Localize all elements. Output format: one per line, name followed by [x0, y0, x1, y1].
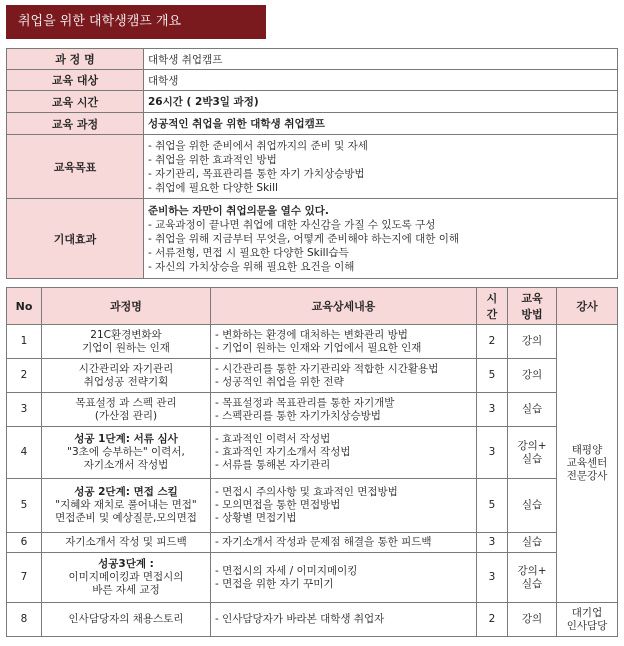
row-name	[42, 325, 211, 359]
header-name: 과정명	[42, 288, 211, 325]
row-no: 3	[7, 393, 42, 427]
overview-table	[6, 48, 618, 279]
course-label: 교육 과정	[7, 113, 144, 135]
row-hours: 3	[477, 427, 508, 479]
row-method: 실습	[508, 533, 557, 553]
effect-heading: 준비하는 자만이 취업의문을 열수 있다.	[148, 204, 329, 217]
effect-line: - 자신의 가치상승을 위해 필요한 요건을 이해	[148, 260, 355, 273]
row-name	[42, 393, 211, 427]
row-hours: 3	[477, 533, 508, 553]
table-row	[7, 553, 618, 603]
row-no: 2	[7, 359, 42, 393]
row-no: 5	[7, 479, 42, 533]
course-name-label: 과 정 명	[7, 49, 144, 70]
target-label: 교육 대상	[7, 70, 144, 91]
row-name	[42, 359, 211, 393]
curriculum-table	[6, 287, 618, 637]
page-title: 취업을 위한 대학생캠프 개요	[6, 5, 266, 39]
header-no: No	[7, 288, 42, 325]
row-no: 7	[7, 553, 42, 603]
table-row	[7, 427, 618, 479]
goal-line: - 자기관리, 목표관리를 통한 자기 가치상승방법	[148, 167, 365, 180]
row-hours: 5	[477, 359, 508, 393]
row-hours: 2	[477, 325, 508, 359]
row-name	[42, 479, 211, 533]
row-detail: - 면접시의 자세 / 이미지메이킹 - 면접을 위한 자기 꾸미기	[211, 553, 477, 603]
goal-line: - 취업을 위한 준비에서 취업까지의 준비 및 자세	[148, 139, 368, 152]
table-row	[7, 325, 618, 359]
row-detail: - 시간관리를 통한 자기관리와 적합한 시간활용법 - 성공적인 취업을 위한 전략	[211, 359, 477, 393]
goal-label: 교육목표	[7, 135, 144, 199]
row-name-bold: 성공3단계 :	[98, 558, 154, 570]
row-name	[42, 603, 211, 637]
table-row	[7, 359, 618, 393]
table-row	[7, 603, 618, 637]
course-name-value: 대학생 취업캠프	[144, 49, 618, 70]
row-name-bold: 성공 2단계: 면접 스킬	[74, 486, 178, 498]
effect-label: 기대효과	[7, 199, 144, 279]
effect-line: - 서류전형, 면접 시 필요한 다양한 Skill습득	[148, 246, 349, 259]
row-no: 1	[7, 325, 42, 359]
row-method: 실습	[508, 479, 557, 533]
row-method: 강의	[508, 325, 557, 359]
row-detail: - 목표설정과 목표관리를 통한 자기개발 - 스펙관리를 통한 자기가치상승방법	[211, 393, 477, 427]
table-row	[7, 533, 618, 553]
row-detail: - 면접시 주의사항 및 효과적인 면접방법 - 모의면접을 통한 면접방법 - 상황별 면접기법	[211, 479, 477, 533]
row-detail: - 인사담당자가 바라본 대학생 취업자	[211, 603, 477, 637]
row-name-text: "지혜와 재치로 풀어내는 면접" 면접준비 및 예상질문,모의면접	[55, 499, 197, 524]
goal-line: - 취업을 위한 효과적인 방법	[148, 153, 277, 166]
row-method: 강의	[508, 603, 557, 637]
table-row	[7, 393, 618, 427]
goal-line: - 취업에 필요한 다양한 Skill	[148, 181, 278, 194]
row-no: 6	[7, 533, 42, 553]
lecturer-main: 태평양 교육센터 전문강사	[557, 325, 618, 603]
target-value: 대학생	[144, 70, 618, 91]
row-detail: - 변화하는 환경에 대처하는 변화관리 방법 - 기업이 원하는 인재와 기업에서 필요한 인재	[211, 325, 477, 359]
row-method: 실습	[508, 393, 557, 427]
row-name-bold: 성공 1단계: 서류 심사	[74, 433, 178, 445]
goal-lines	[144, 135, 618, 199]
time-value: 26시간 ( 2박3일 과정)	[144, 91, 618, 113]
row-name-text: 자기소개서 작성 및 피드백	[65, 536, 187, 548]
row-hours: 5	[477, 479, 508, 533]
row-no: 4	[7, 427, 42, 479]
row-name	[42, 427, 211, 479]
row-hours: 2	[477, 603, 508, 637]
effect-line: - 취업을 위해 지금부터 무엇을, 어떻게 준비해야 하는지에 대한 이해	[148, 232, 460, 245]
row-method: 강의+ 실습	[508, 427, 557, 479]
row-name-text: 21C환경변화와 기업이 원하는 인재	[82, 328, 170, 354]
row-detail: - 효과적인 이력서 작성법 - 효과적인 자기소개서 작성법 - 서류를 통해본 자기관리	[211, 427, 477, 479]
row-name	[42, 553, 211, 603]
header-lecturer: 강사	[557, 288, 618, 325]
course-value: 성공적인 취업을 위한 대학생 취업캠프	[144, 113, 618, 135]
effect-line: - 교육과정이 끝나면 취업에 대한 자신감을 가질 수 있도록 구성	[148, 218, 436, 231]
row-method: 강의+ 실습	[508, 553, 557, 603]
row-name	[42, 533, 211, 553]
row-name-text: 인사담당자의 채용스토리	[68, 613, 184, 625]
lecturer-last: 대기업 인사담당	[557, 603, 618, 637]
row-method: 강의	[508, 359, 557, 393]
effect-lines	[144, 199, 618, 279]
header-method: 교육 방법	[508, 288, 557, 325]
header-hours: 시 간	[477, 288, 508, 325]
row-name-text: 이미지메이킹과 면접시의 바른 자세 교정	[68, 571, 184, 596]
row-no: 8	[7, 603, 42, 637]
table-row	[7, 479, 618, 533]
row-detail: - 자기소개서 작성과 문제점 해결을 통한 피드백	[211, 533, 477, 553]
row-name-text: "3초에 승부하는" 이력서, 자기소개서 작성법	[67, 446, 185, 471]
row-hours: 3	[477, 553, 508, 603]
header-detail: 교육상세내용	[211, 288, 477, 325]
time-label: 교육 시간	[7, 91, 144, 113]
row-hours: 3	[477, 393, 508, 427]
row-name-text: 시간관리와 자기관리 취업성공 전략기획	[78, 362, 174, 388]
row-name-text: 목표설정 과 스펙 관리 (가산점 관리)	[75, 396, 177, 422]
